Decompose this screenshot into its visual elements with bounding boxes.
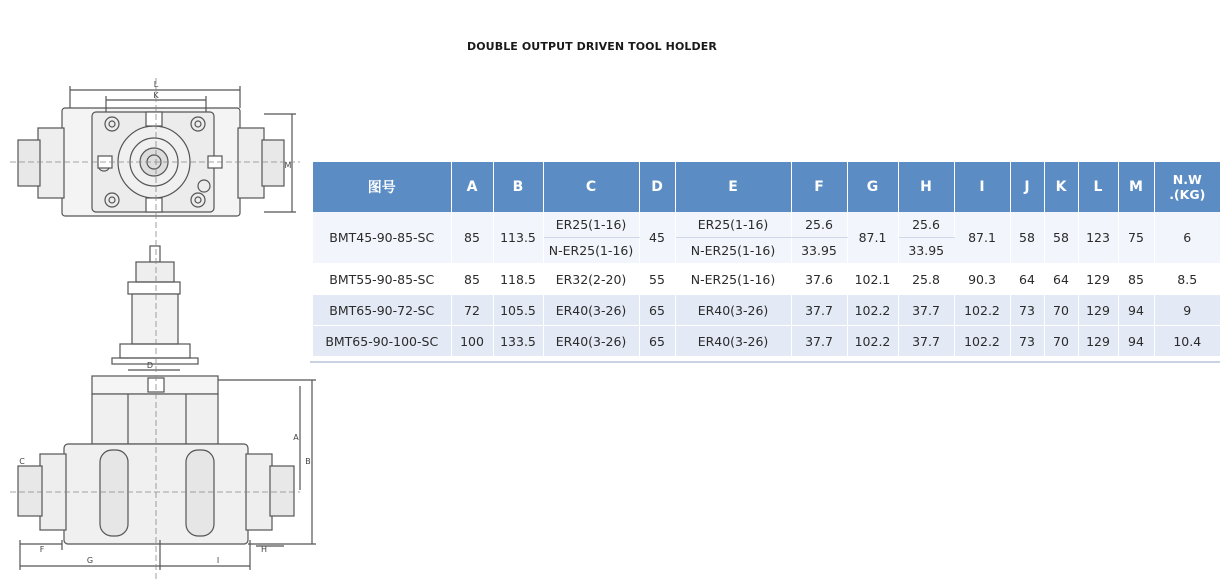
table-row xyxy=(313,326,1220,357)
cell-g: 102.1 xyxy=(847,264,898,295)
cell-e: N-ER25(1-16) xyxy=(675,238,791,264)
cell-m: 85 xyxy=(1118,264,1154,295)
header-d: D xyxy=(639,162,675,212)
cell-g: 102.2 xyxy=(847,326,898,357)
cell-i: 87.1 xyxy=(954,212,1010,264)
cell-b: 118.5 xyxy=(493,264,543,295)
table-row xyxy=(313,295,1220,326)
cell-l: 129 xyxy=(1078,326,1118,357)
cell-l: 129 xyxy=(1078,264,1118,295)
cell-k: 64 xyxy=(1044,264,1078,295)
cell-l: 123 xyxy=(1078,212,1118,264)
cell-j: 58 xyxy=(1010,212,1044,264)
header-nw xyxy=(1154,162,1220,212)
cell-d: 55 xyxy=(639,264,675,295)
dim-label-b: B xyxy=(305,457,311,466)
cell-i: 102.2 xyxy=(954,326,1010,357)
header-j: J xyxy=(1010,162,1044,212)
cell-model: BMT55-90-85-SC xyxy=(313,264,451,295)
table-row xyxy=(313,264,1220,295)
cell-m: 94 xyxy=(1118,295,1154,326)
cell-a: 85 xyxy=(451,212,493,264)
table-row xyxy=(313,212,1220,238)
dim-label-a: A xyxy=(293,433,299,442)
cell-f: 33.95 xyxy=(791,238,847,264)
cell-l: 129 xyxy=(1078,295,1118,326)
cell-nw: 9 xyxy=(1154,295,1220,326)
cell-k: 70 xyxy=(1044,326,1078,357)
cell-f: 37.7 xyxy=(791,295,847,326)
cell-h: 37.7 xyxy=(898,326,954,357)
dim-label-l: L xyxy=(153,80,159,89)
dim-label-h: H xyxy=(260,545,268,554)
dim-label-c: C xyxy=(19,457,25,466)
cell-h: 25.8 xyxy=(898,264,954,295)
cell-k: 58 xyxy=(1044,212,1078,264)
cell-model: BMT65-90-100-SC xyxy=(313,326,451,357)
cell-e: N-ER25(1-16) xyxy=(675,264,791,295)
dim-label-f: F xyxy=(39,545,45,554)
cell-c: ER32(2-20) xyxy=(543,264,639,295)
header-nw-line2: .(KG) xyxy=(1169,187,1206,202)
cell-nw: 8.5 xyxy=(1154,264,1220,295)
cell-g: 102.2 xyxy=(847,295,898,326)
header-c: C xyxy=(543,162,639,212)
cell-b: 133.5 xyxy=(493,326,543,357)
cell-e: ER40(3-26) xyxy=(675,295,791,326)
cell-nw: 10.4 xyxy=(1154,326,1220,357)
technical-drawing xyxy=(0,0,310,587)
cell-j: 64 xyxy=(1010,264,1044,295)
header-i: I xyxy=(954,162,1010,212)
cell-c: N-ER25(1-16) xyxy=(543,238,639,264)
cell-m: 75 xyxy=(1118,212,1154,264)
cell-j: 73 xyxy=(1010,295,1044,326)
cell-f: 25.6 xyxy=(791,212,847,238)
cell-model: BMT65-90-72-SC xyxy=(313,295,451,326)
header-e: E xyxy=(675,162,791,212)
header-b: B xyxy=(493,162,543,212)
cell-d: 65 xyxy=(639,326,675,357)
cell-d: 65 xyxy=(639,295,675,326)
cell-k: 70 xyxy=(1044,295,1078,326)
cell-c: ER40(3-26) xyxy=(543,326,639,357)
dim-label-k: K xyxy=(153,91,159,100)
cell-a: 100 xyxy=(451,326,493,357)
cell-model: BMT45-90-85-SC xyxy=(313,212,451,264)
dim-label-m: M xyxy=(284,161,292,170)
cell-e: ER40(3-26) xyxy=(675,326,791,357)
header-a: A xyxy=(451,162,493,212)
header-f: F xyxy=(791,162,847,212)
cell-h: 37.7 xyxy=(898,295,954,326)
cell-c: ER25(1-16) xyxy=(543,212,639,238)
cell-f: 37.7 xyxy=(791,326,847,357)
cell-i: 102.2 xyxy=(954,295,1010,326)
dim-label-i: I xyxy=(216,556,220,565)
dim-label-g: G xyxy=(86,556,94,565)
cell-b: 113.5 xyxy=(493,212,543,264)
header-nw-line1: N.W xyxy=(1172,172,1202,187)
cell-b: 105.5 xyxy=(493,295,543,326)
header-model: 图号 xyxy=(313,162,451,212)
header-h: H xyxy=(898,162,954,212)
cell-nw: 6 xyxy=(1154,212,1220,264)
cell-d: 45 xyxy=(639,212,675,264)
cell-e: ER25(1-16) xyxy=(675,212,791,238)
header-g: G xyxy=(847,162,898,212)
cell-m: 94 xyxy=(1118,326,1154,357)
cell-a: 85 xyxy=(451,264,493,295)
table-bottom-rule xyxy=(310,361,1220,363)
table-header-row xyxy=(313,162,1220,212)
cell-g: 87.1 xyxy=(847,212,898,264)
cell-h: 25.6 xyxy=(898,212,954,238)
header-k: K xyxy=(1044,162,1078,212)
cell-c: ER40(3-26) xyxy=(543,295,639,326)
cell-a: 72 xyxy=(451,295,493,326)
cell-f: 37.6 xyxy=(791,264,847,295)
spec-table xyxy=(313,162,1220,357)
header-l: L xyxy=(1078,162,1118,212)
page-title: DOUBLE OUTPUT DRIVEN TOOL HOLDER xyxy=(467,40,717,53)
cell-j: 73 xyxy=(1010,326,1044,357)
header-m: M xyxy=(1118,162,1154,212)
cell-i: 90.3 xyxy=(954,264,1010,295)
dim-label-d: D xyxy=(146,361,154,370)
cell-h: 33.95 xyxy=(898,238,954,264)
